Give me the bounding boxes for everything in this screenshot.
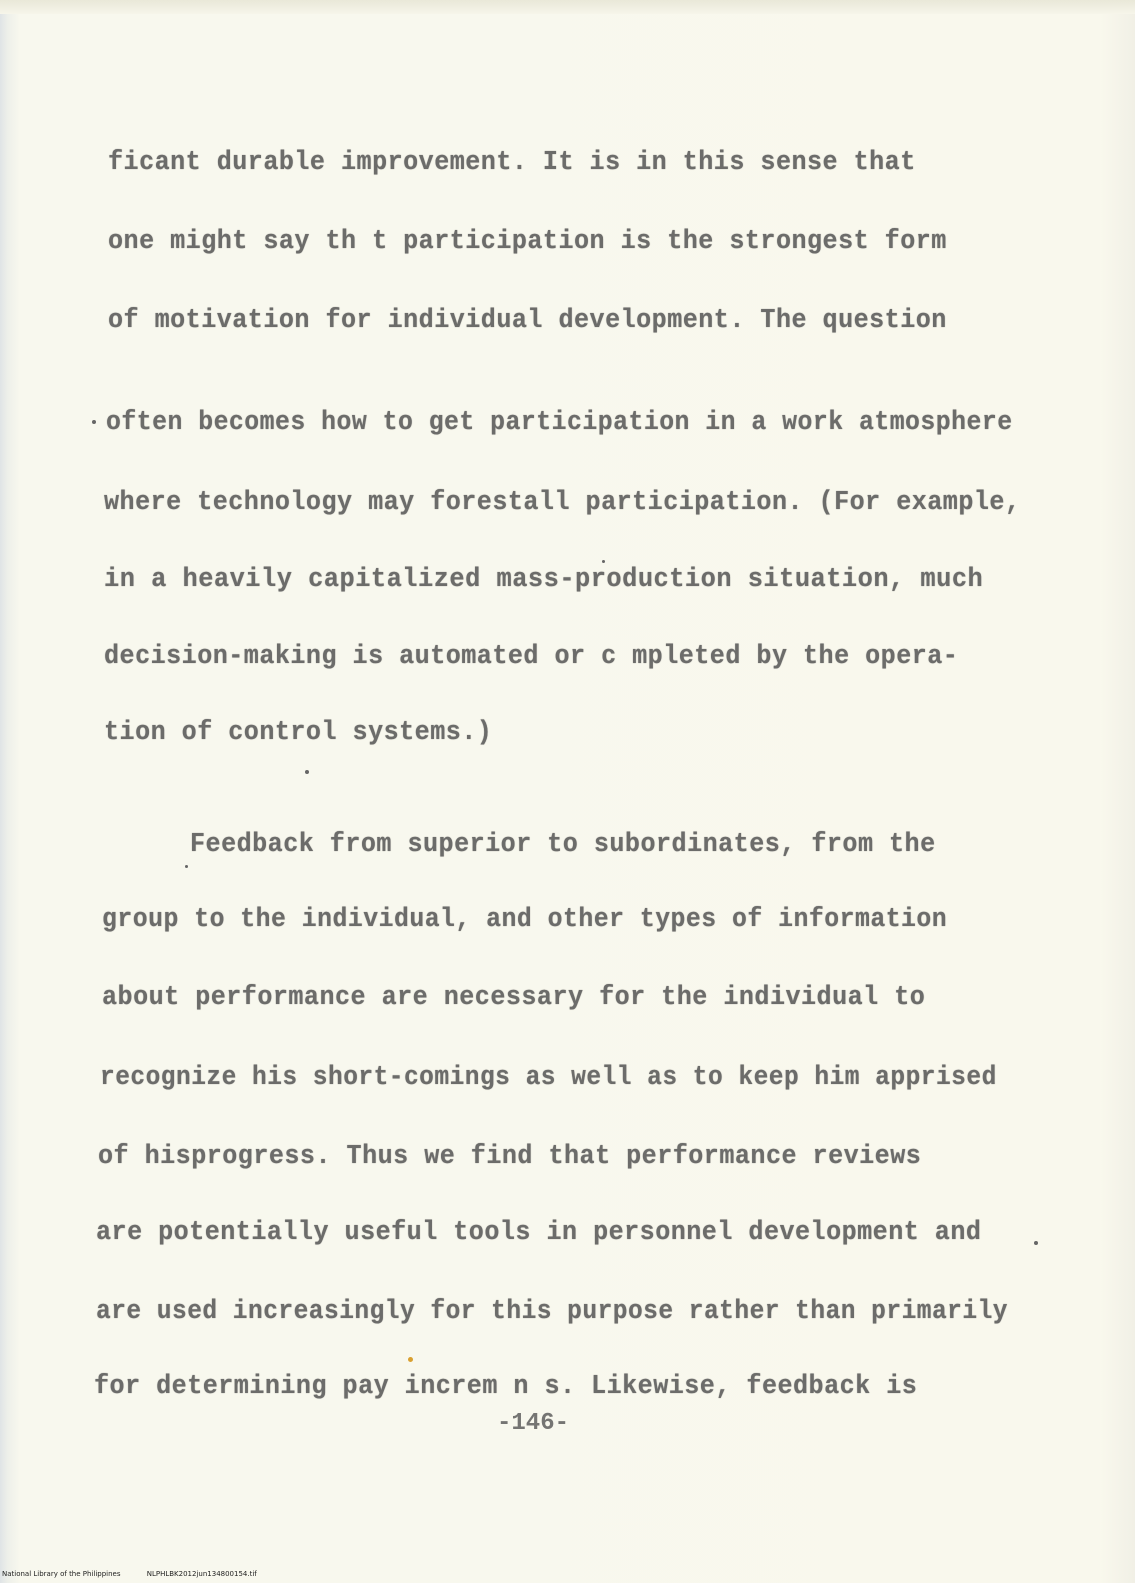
page-number: -146- <box>497 1410 570 1437</box>
footer-filename: NLPHLBK2012jun134800154.tif <box>146 1570 257 1578</box>
text-line: often becomes how to get participation in a work atmosphere <box>106 408 1013 438</box>
text-line: tion of control systems.) <box>104 718 493 748</box>
text-line: recognize his short-comings as well as to keep him apprised <box>100 1063 997 1093</box>
text-line: of motivation for individual development. The question <box>108 306 947 336</box>
scan-footer <box>2 1570 281 1578</box>
ink-speck <box>408 1357 413 1362</box>
text-line: in a heavily capitalized mass-production situation, much <box>104 565 984 595</box>
footer-library: National Library of the Philippines <box>2 1570 121 1578</box>
text-line: about performance are necessary for the individual to <box>102 983 926 1013</box>
text-line: group to the individual, and other types of information <box>102 905 948 935</box>
page-top-edge <box>0 0 1135 14</box>
ink-speck <box>305 770 309 774</box>
text-line: where technology may forestall participation. (For example, <box>104 488 1021 518</box>
text-line: Feedback from superior to subordinates, from the <box>190 830 936 860</box>
text-line: are used increasingly for this purpose rather than primarily <box>96 1297 1008 1327</box>
text-line: decision-making is automated or c mpleted by the opera- <box>104 642 959 672</box>
text-line: of hisprogress. Thus we find that performance reviews <box>98 1142 922 1172</box>
ink-speck <box>92 420 96 424</box>
text-line: are potentially useful tools in personnel development and <box>96 1218 982 1248</box>
text-line: for determining pay increm n s. Likewise, feedback is <box>94 1372 918 1402</box>
ink-speck <box>602 560 605 563</box>
ink-speck <box>1034 1241 1038 1245</box>
ink-speck <box>185 865 188 868</box>
text-line: ficant durable improvement. It is in this sense that <box>108 148 916 178</box>
text-line: one might say th t participation is the strongest form <box>108 227 947 257</box>
